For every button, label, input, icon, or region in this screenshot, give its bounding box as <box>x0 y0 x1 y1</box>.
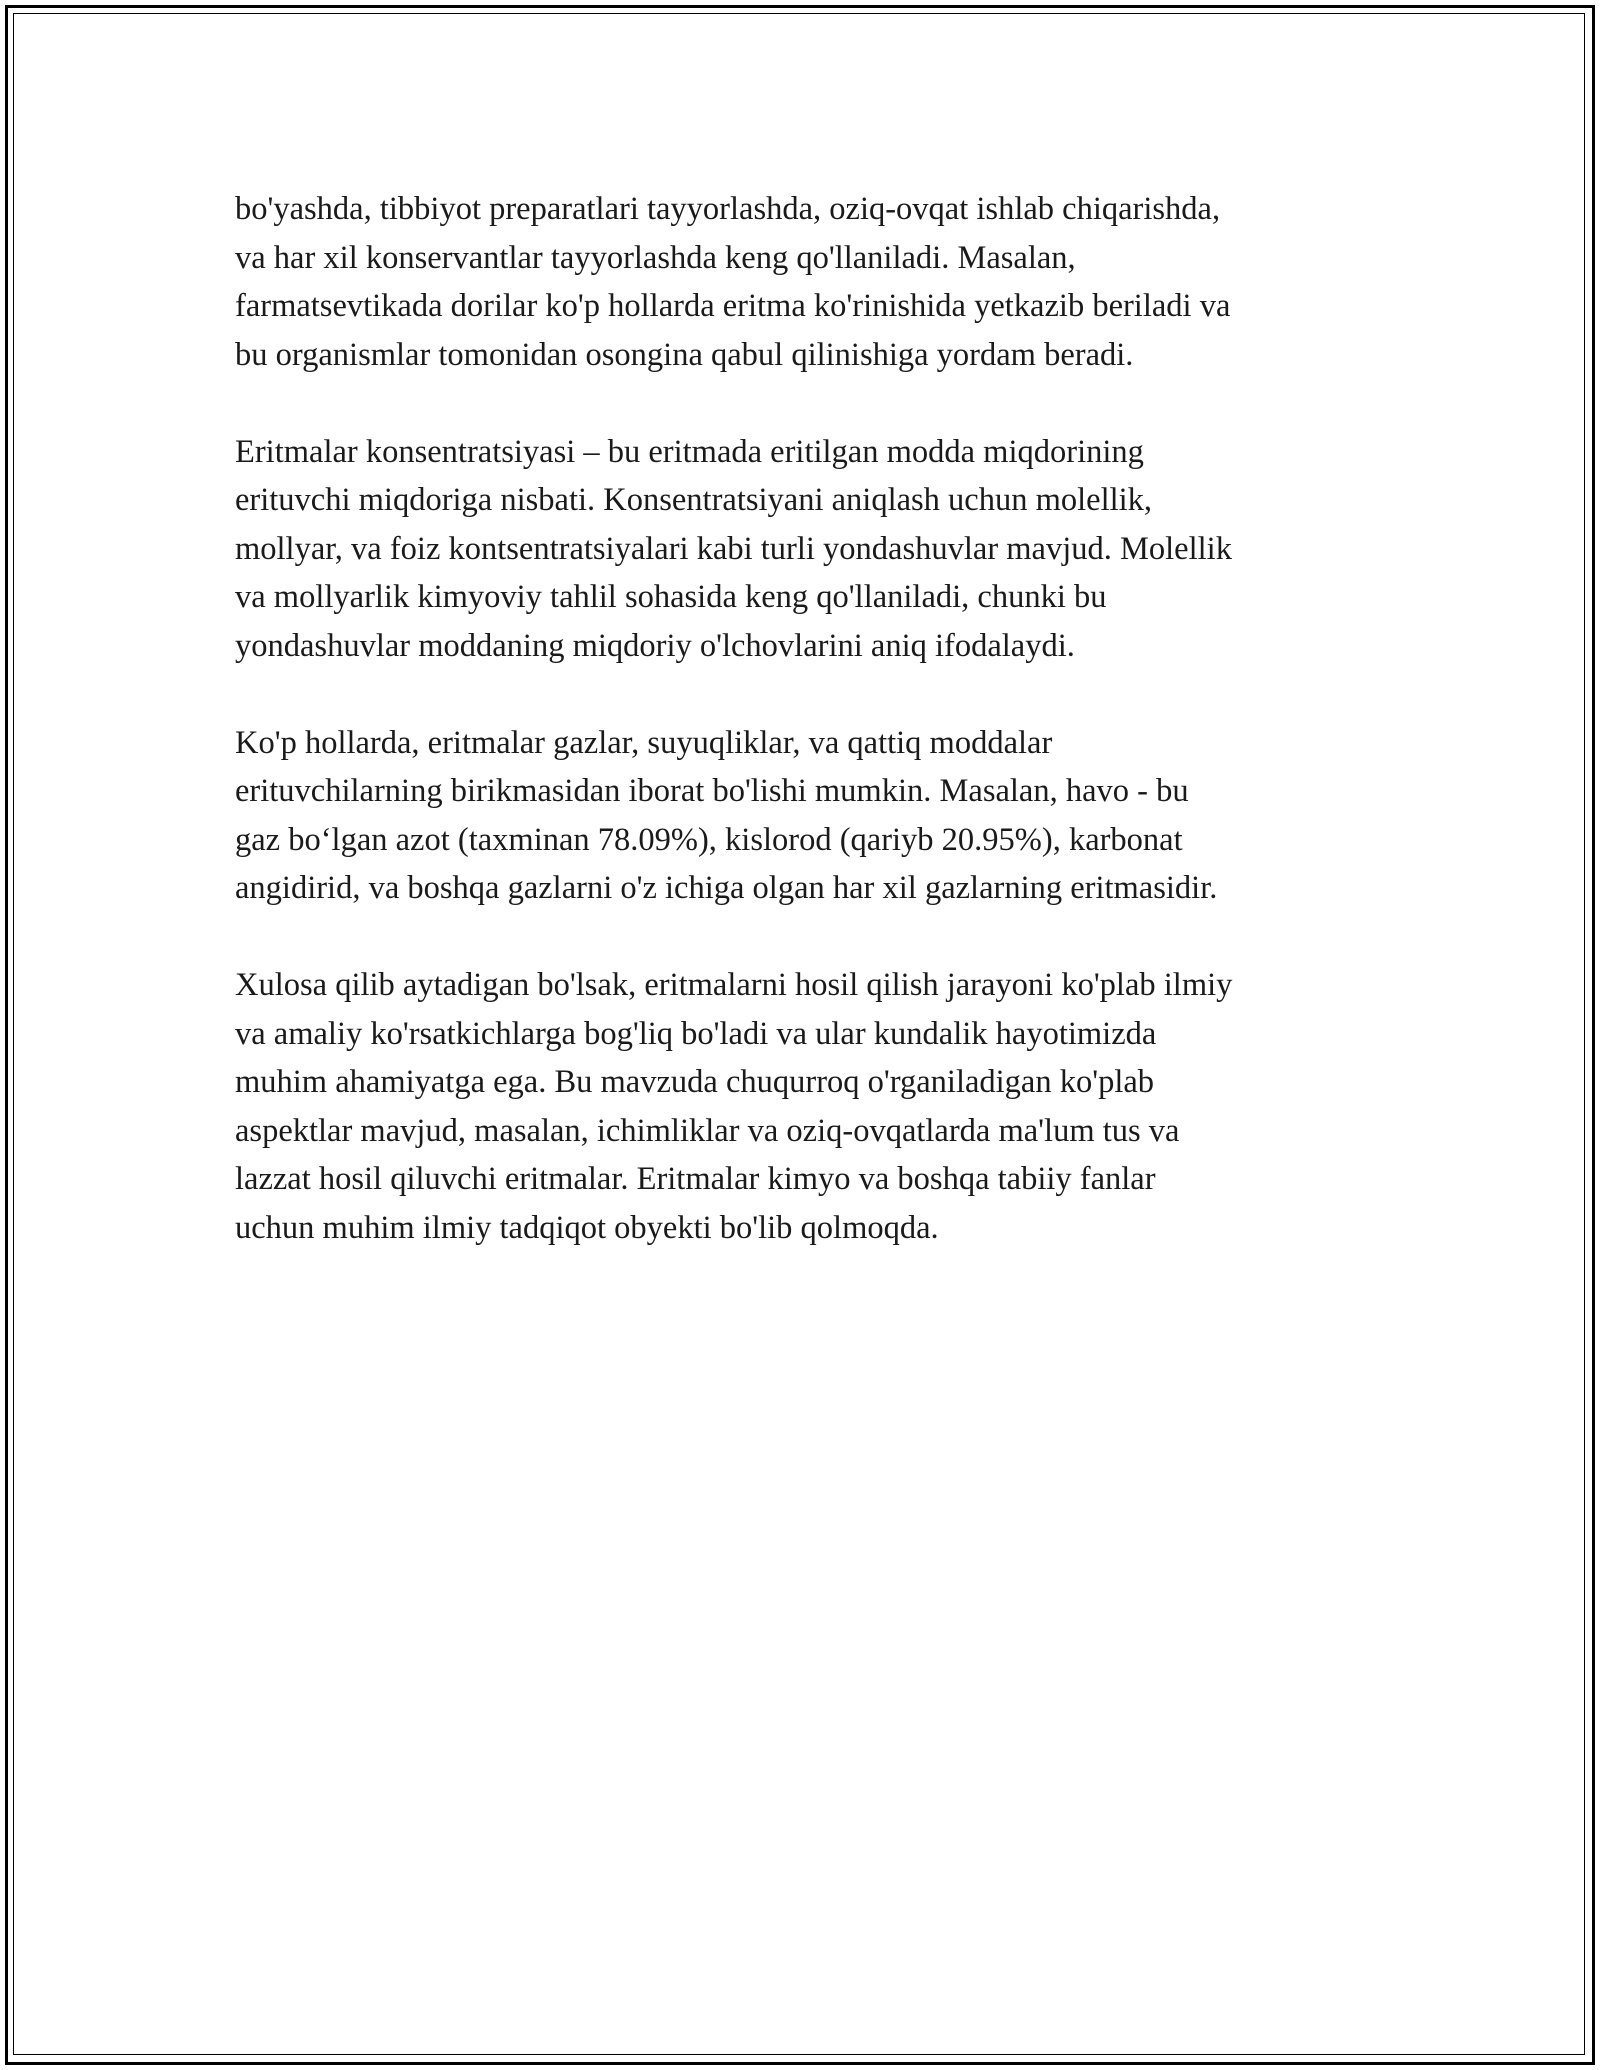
text-line: Xulosa qilib aytadigan bo'lsak, eritmalarni hosil qilish jarayoni ko'plab ilmiy <box>235 967 1233 1003</box>
text-line: Ko'p hollarda, eritmalar gazlar, suyuqliklar, va qattiq moddalar <box>235 724 1053 761</box>
text-line: erituvchilarning birikmasidan iborat bo'lishi mumkin. Masalan, havo - bu <box>235 773 1189 809</box>
text-line: yondashuvlar moddaning miqdoriy o'lchovlarini aniq ifodalaydi. <box>235 627 1075 664</box>
text-line: va amaliy ko'rsatkichlarga bog'liq bo'ladi va ular kundalik hayotimizda <box>235 1015 1157 1052</box>
text-line: gaz bo‘lgan azot (taxminan 78.09%), kislorod (qariyb 20.95%), karbonat <box>235 821 1183 858</box>
document-body <box>235 185 1375 1301</box>
text-line: bu organismlar tomonidan osongina qabul qilinishiga yordam beradi. <box>235 336 1134 373</box>
text-line: bo'yashda, tibbiyot preparatlari tayyorlashda, oziq-ovqat ishlab chiqarishda, <box>235 191 1221 227</box>
text-line: uchun muhim ilmiy tadqiqot obyekti bo'lib qolmoqda. <box>235 1209 939 1246</box>
text-line: angidirid, va boshqa gazlarni o'z ichiga olgan har xil gazlarning eritmasidir. <box>235 870 1218 906</box>
paragraph-3 <box>235 719 1375 913</box>
text-line: farmatsevtikada dorilar ko'p hollarda eritma ko'rinishida yetkazib beriladi va <box>235 288 1231 324</box>
text-line: muhim ahamiyatga ega. Bu mavzuda chuqurroq o'rganiladigan ko'plab <box>235 1064 1155 1100</box>
text-line: va har xil konservantlar tayyorlashda keng qo'llaniladi. Masalan, <box>235 239 1076 276</box>
text-line: mollyar, va foiz kontsentratsiyalari kabi turli yondashuvlar mavjud. Molellik <box>235 530 1232 567</box>
text-line: aspektlar mavjud, masalan, ichimliklar va oziq-ovqatlarda ma'lum tus va <box>235 1112 1180 1149</box>
text-line: erituvchi miqdoriga nisbati. Konsentratsiyani aniqlash uchun molellik, <box>235 482 1153 518</box>
text-line: Eritmalar konsentratsiyasi – bu eritmada eritilgan modda miqdorining <box>235 433 1144 470</box>
paragraph-2 <box>235 428 1375 671</box>
text-line: lazzat hosil qiluvchi eritmalar. Eritmalar kimyo va boshqa tabiiy fanlar <box>235 1161 1156 1197</box>
paragraph-4 <box>235 961 1375 1252</box>
paragraph-1 <box>235 185 1375 379</box>
text-line: va mollyarlik kimyoviy tahlil sohasida keng qo'llaniladi, chunki bu <box>235 579 1107 615</box>
